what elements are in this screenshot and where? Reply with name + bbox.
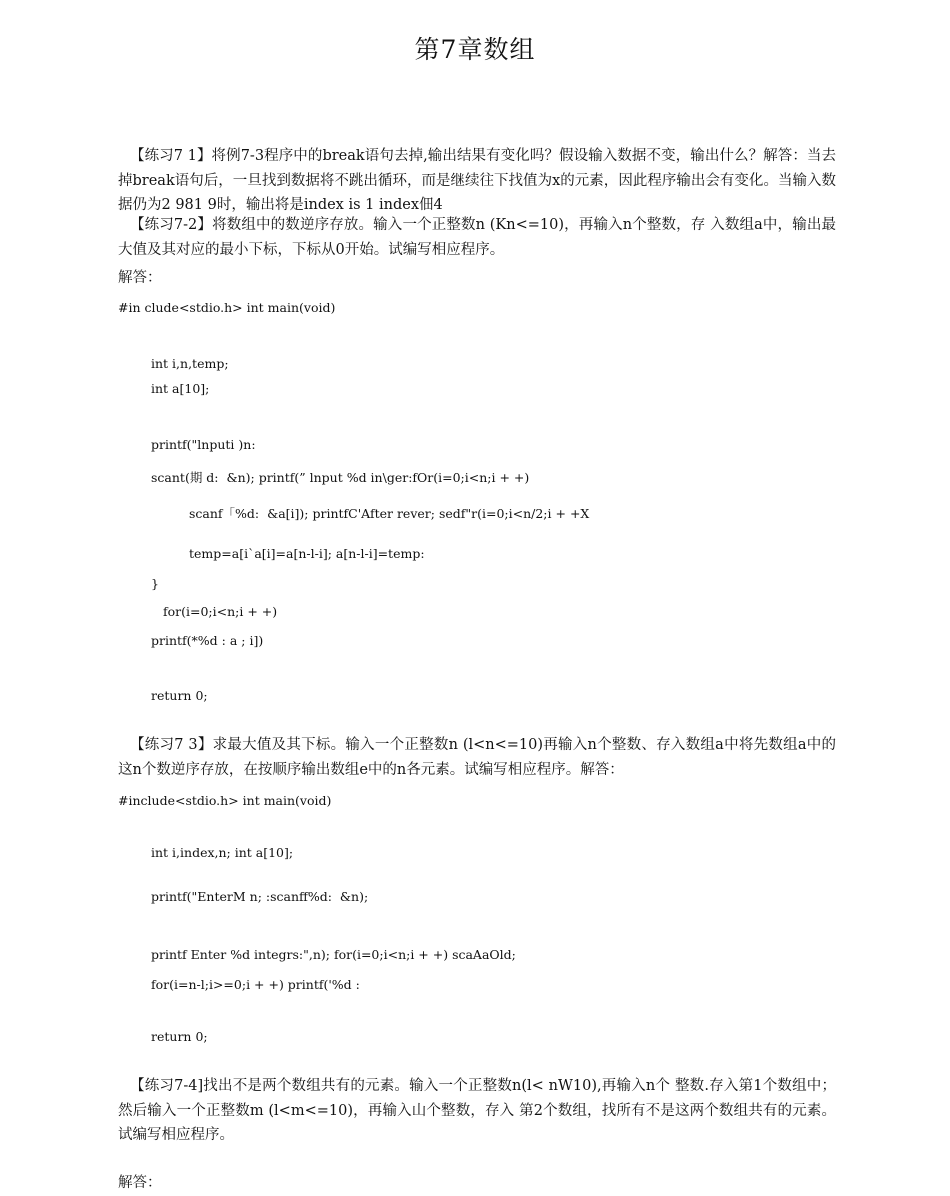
code-line: temp=a[i`a[i]=a[n-l-i]; a[n-l-i]=temp: bbox=[189, 546, 425, 561]
code-line: printf Enter %d integrs:",n); for(i=0;i<n;i + +) scaAaOld; bbox=[151, 947, 516, 962]
code-line: printf("EnterM n; :scanff%d: &n); bbox=[151, 889, 369, 904]
code-line: for(i=0;i<n;i + +) bbox=[163, 604, 278, 619]
exercise-7-1-paragraph: 【练习7 1】将例7-3程序中的break语句去掉,输出结果有变化吗？假设输入数据不变，输出什么？解答：当去掉break语句后，一旦找到数据将不跳出循环，而是继续往下找值为x的元素，因此程序输出会有变化。当输入数据仍为2 981 9时，输出将是index is 1 index佃4 bbox=[118, 148, 836, 213]
code-line: } bbox=[151, 576, 159, 591]
exercise-7-4-paragraph: 【练习7-4]找出不是两个数组共有的元素。输入一个正整数n(l< nW10),再输入n个 整数.存入第1个数组中；然后输入一个正整数m (l<m<=10)，再输入山个整数，存入 第2个数组，找所有不是这两个数组共有的元素。试编写相应程序。 bbox=[118, 1078, 836, 1143]
code-line: for(i=n-l;i>=0;i + +) printf('%d : bbox=[151, 977, 360, 992]
answer-label: 解答： bbox=[118, 270, 162, 286]
exercise-7-2-paragraph: 【练习7-2】将数组中的数逆序存放。输入一个正整数n (Kn<=10)，再输入n个整数，存 入数组a中，输出最大值及其对应的最小下标，下标从0开始。试编写相应程序。 bbox=[118, 217, 836, 258]
code-line: int a[10]; bbox=[151, 381, 210, 396]
code-line: return 0; bbox=[151, 688, 208, 703]
code-line: return 0; bbox=[151, 1029, 208, 1044]
code-line: printf("lnputi )n: bbox=[151, 437, 256, 452]
code-line: scanf「%d: &a[i]); printfC'After rever; sedf"r(i=0;i<n/2;i + +X bbox=[189, 506, 590, 521]
answer-label: 解答： bbox=[118, 1175, 162, 1191]
code-line: scant(期 d: &n); printf(” lnput %d in\ger:fOr(i=0;i<n;i + +) bbox=[151, 470, 530, 485]
code-line: printf(*%d : a ; i]) bbox=[151, 633, 264, 648]
exercise-7-3-paragraph: 【练习7 3】求最大值及其下标。输入一个正整数n (l<n<=10)再输入n个整数、存入数组a中将先数组a中的这n个数逆序存放，在按顺序输出数组e中的n各元素。试编写相应程序。解答： bbox=[118, 737, 836, 778]
code-line: #in clude<stdio.h> int main(void) bbox=[118, 300, 336, 315]
code-line: int i,n,temp; bbox=[151, 356, 229, 371]
page-title: 第7章数组 bbox=[414, 35, 536, 64]
code-line: int i,index,n; int a[10]; bbox=[151, 845, 294, 860]
code-line: #include<stdio.h> int main(void) bbox=[118, 793, 332, 808]
